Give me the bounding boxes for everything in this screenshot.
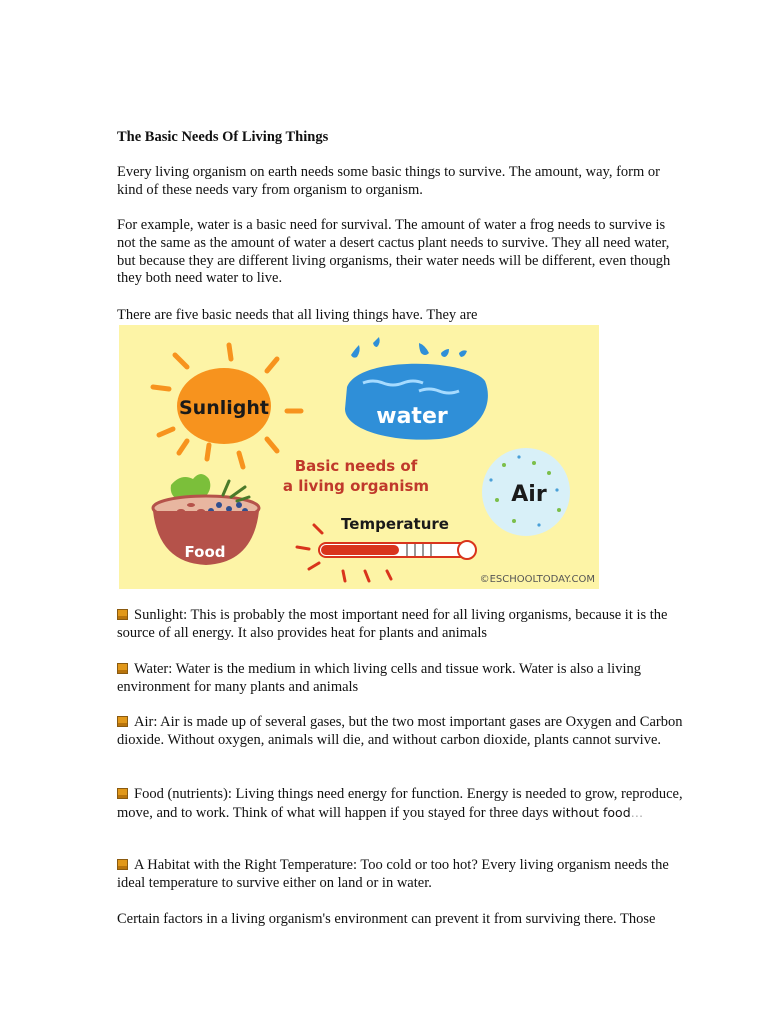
food-label: Food <box>184 543 226 561</box>
list-item-text: Air: Air is made up of several gases, but the two most important gases are Oxygen and Carbon dioxide. Without oxygen, animals will die, and without carbon dioxide, plants cannot survive. <box>117 714 683 748</box>
credit-label: ©ESCHOOLTODAY.COM <box>479 574 595 585</box>
air-label: Air <box>511 482 547 507</box>
list-item-text: Food (nutrients): Living things need energy for function. Energy is needed to grow, reproduce, move, and to work. Think of what will happen if you stayed for three days <box>117 786 683 821</box>
paragraph-five-needs: There are five basic needs that all living things have. They are <box>117 307 478 323</box>
document-title: The Basic Needs Of Living Things <box>117 129 329 145</box>
illustration-heading-line2: a living organism <box>282 477 430 495</box>
list-item-text: Water: Water is the medium in which living cells and tissue work. Water is also a living environment for many plants and animals <box>117 661 641 695</box>
orange-square-bullet-icon <box>117 663 128 674</box>
water-label: water <box>376 404 448 429</box>
orange-square-bullet-icon <box>117 609 128 620</box>
list-item-tail: without food <box>552 804 631 820</box>
list-item-water <box>117 661 687 697</box>
list-item-habitat <box>117 857 687 893</box>
basic-needs-illustration <box>119 325 599 589</box>
illustration-heading-line1: Basic needs of <box>294 457 418 475</box>
list-item-text: Sunlight: This is probably the most important need for all living organisms, because it is the source of all energy. It also provides heat for plants and animals <box>117 607 668 641</box>
list-item-food <box>117 786 687 823</box>
ellipsis: … <box>630 804 644 820</box>
sunlight-label: Sunlight <box>179 397 269 419</box>
list-item-text: A Habitat with the Right Temperature: Too cold or too hot? Every living organism needs the ideal temperature to survive either on land or in water. <box>117 857 669 891</box>
paragraph-example: For example, water is a basic need for survival. The amount of water a frog needs to survive is not the same as the amount of water a desert cactus plant needs to survive. They all need water, but because they are different living organisms, their water needs will be different, even though they both need water to live. <box>117 217 671 287</box>
paragraph-closing: Certain factors in a living organism's environment can prevent it from surviving there. Those <box>117 911 656 927</box>
list-item-sunlight <box>117 607 687 643</box>
paragraph-intro: Every living organism on earth needs some basic things to survive. The amount, way, form or kind of these needs vary from organism to organism. <box>117 164 660 198</box>
illustration-svg <box>119 325 599 589</box>
orange-square-bullet-icon <box>117 788 128 799</box>
orange-square-bullet-icon <box>117 716 128 727</box>
orange-square-bullet-icon <box>117 859 128 870</box>
temperature-label: Temperature <box>341 515 449 533</box>
list-item-air <box>117 714 687 750</box>
